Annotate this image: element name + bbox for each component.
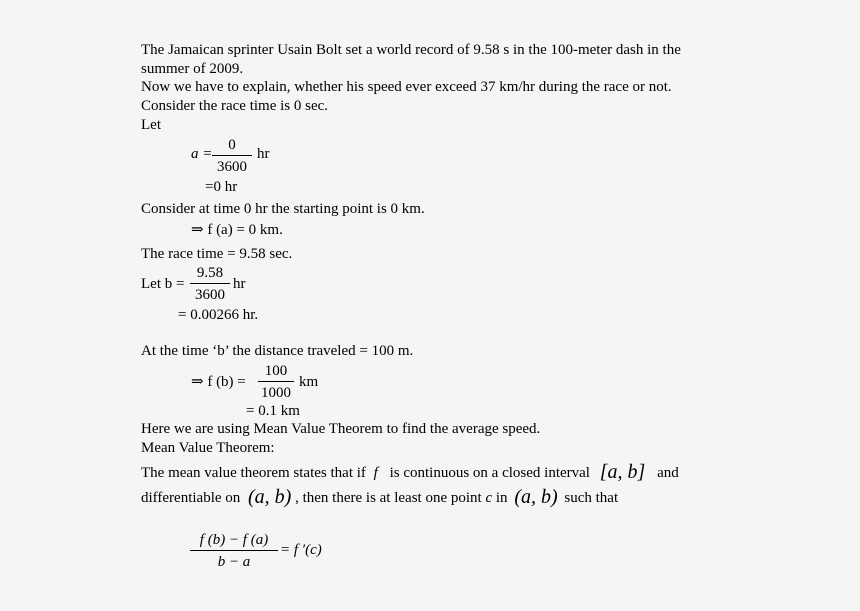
intro-line-3: Now we have to explain, whether his speed ever exceed 37 km/hr during the race or not.	[141, 79, 672, 95]
intro-line-1: The Jamaican sprinter Usain Bolt set a world record of 9.58 s in the 100-meter dash in the	[141, 42, 681, 58]
race-time-text: The race time = 9.58 sec.	[141, 246, 293, 262]
eq-a-lhs: a =	[191, 146, 213, 162]
mvt-formula-rhs: = f ′(c)	[280, 542, 322, 558]
mvt-stmt2-text-b: , then there is at least one point	[295, 490, 482, 506]
fraction-bar	[190, 550, 278, 551]
eq-a-denominator: 3600	[217, 159, 247, 175]
mvt-formula-denominator: b − a	[217, 554, 251, 570]
eq-b-denominator: 3600	[195, 287, 225, 303]
mvt-stmt1-text-a: The mean value theorem states that if	[141, 465, 366, 481]
mvt-statement-line-1	[141, 462, 679, 482]
mvt-stmt1-f: f	[373, 465, 378, 481]
mvt-stmt2-interval: (a, b)	[248, 486, 292, 508]
fraction-bar	[190, 283, 230, 284]
fraction-bar	[212, 155, 252, 156]
distance-lhs: ⇒ f (b) =	[191, 374, 246, 390]
mvt-stmt2-interval-2: (a, b)	[514, 486, 558, 508]
mvt-formula-fraction	[190, 531, 278, 571]
intro-line-5: Let	[141, 117, 161, 133]
start-text: Consider at time 0 hr the starting point is 0 km.	[141, 201, 425, 217]
eq-b-lhs: Let b =	[141, 276, 185, 292]
start-implies: ⇒ f (a) = 0 km.	[191, 222, 283, 238]
mvt-stmt1-text-b: is continuous on a closed interval	[389, 465, 590, 481]
distance-result: = 0.1 km	[246, 403, 300, 419]
mvt-stmt2-text-d: in	[495, 490, 508, 506]
eq-b-unit: hr	[233, 276, 246, 292]
mvt-stmt2-text-a: differentiable on	[141, 490, 241, 506]
fraction-bar	[258, 381, 294, 382]
distance-text: At the time ‘b’ the distance traveled = 100 m.	[141, 343, 414, 359]
mvt-line-1: Here we are using Mean Value Theorem to find the average speed.	[141, 421, 541, 437]
distance-unit: km	[299, 374, 319, 390]
intro-line-4: Consider the race time is 0 sec.	[141, 98, 329, 114]
mvt-formula-numerator: f (b) − f (a)	[199, 532, 269, 548]
mvt-stmt1-interval: [a, b]	[599, 461, 646, 483]
eq-a-result: =0 hr	[205, 179, 238, 195]
eq-b-fraction	[190, 264, 230, 304]
distance-fraction	[258, 362, 294, 402]
mvt-stmt1-text-c: and	[657, 465, 679, 481]
eq-a-fraction	[212, 136, 252, 176]
intro-line-2: summer of 2009.	[141, 61, 244, 77]
mvt-line-2: Mean Value Theorem:	[141, 440, 275, 456]
mvt-stmt2-c: c	[485, 490, 493, 506]
eq-b-result: = 0.00266 hr.	[178, 307, 259, 323]
distance-numerator: 100	[264, 363, 288, 379]
distance-denominator: 1000	[261, 385, 291, 401]
eq-b-numerator: 9.58	[196, 265, 224, 281]
eq-a-unit: hr	[257, 146, 270, 162]
mvt-stmt2-text-e: such that	[564, 490, 619, 506]
eq-a-numerator: 0	[228, 137, 236, 153]
mvt-statement-line-2	[141, 487, 618, 507]
